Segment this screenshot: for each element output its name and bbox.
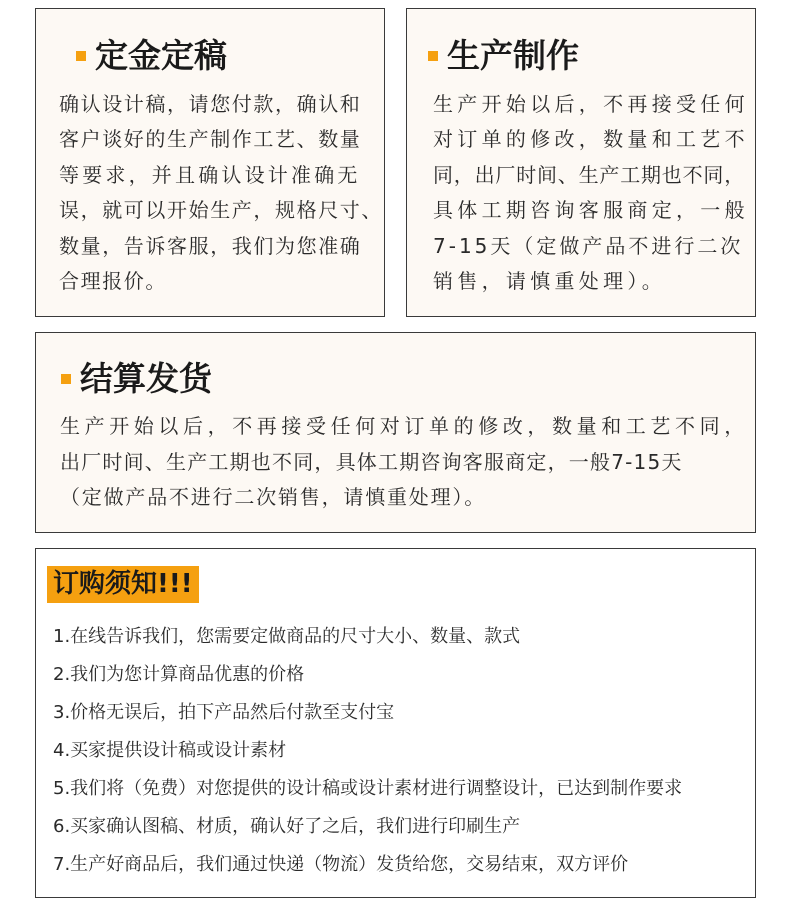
production-card: [406, 8, 756, 317]
text-line: 误，就可以开始生产，规格尺寸、: [59, 198, 383, 223]
text-line: 数量，告诉客服，我们为您准确: [59, 233, 362, 258]
list-item: 1.在线告诉我们，您需要定做商品的尺寸大小、数量、款式: [53, 626, 521, 647]
list-item: 4.买家提供设计稿或设计素材: [53, 740, 287, 761]
text-line: 生产开始以后，不再接受任何对订单的修改，数量和工艺不同，: [60, 414, 749, 438]
text-line: （定做产品不进行二次销售，请慎重处理）。: [60, 485, 486, 509]
settlement-title-row: [61, 359, 212, 398]
text-line: 合理报价。: [59, 269, 167, 294]
deposit-title-row: [76, 36, 227, 75]
text-line: 确认设计稿，请您付款，确认和: [59, 92, 362, 116]
text-line: 具体工期咨询客服商定，一般: [433, 198, 749, 223]
text-line: 出厂时间、生产工期也不同，具体工期咨询客服商定，一般7-15天: [60, 449, 683, 474]
text-line: 等要求，并且确认设计准确无: [59, 162, 361, 187]
text-line: 客户谈好的生产制作工艺、数量: [59, 127, 362, 152]
text-line: 销售，请慎重处理）。: [433, 269, 666, 294]
production-title-row: [428, 36, 579, 75]
notice-list: [53, 618, 682, 884]
text-line: 7-15天（定做产品不进行二次: [433, 233, 744, 258]
text-line: 对订单的修改，数量和工艺不: [433, 127, 749, 152]
deposit-text: [59, 87, 383, 299]
notice-card: [35, 548, 756, 898]
deposit-card: [35, 8, 385, 317]
list-item: 5.我们将（免费）对您提供的设计稿或设计素材进行调整设计，已达到制作要求: [53, 778, 683, 799]
bullet-square-icon: [61, 374, 71, 384]
list-item: 3.价格无误后，拍下产品然后付款至支付宝: [53, 702, 395, 723]
settlement-text: [60, 409, 749, 516]
bullet-square-icon: [428, 51, 438, 61]
bullet-square-icon: [76, 51, 86, 61]
text-line: 生产开始以后，不再接受任何: [433, 92, 749, 116]
production-title: 生产制作: [447, 36, 579, 75]
production-text: [433, 87, 749, 299]
list-item: 6.买家确认图稿、材质，确认好了之后，我们进行印刷生产: [53, 816, 521, 837]
notice-title: 订购须知!!!: [47, 566, 199, 603]
text-line: 同，出厂时间、生产工期也不同，: [433, 162, 745, 187]
settlement-title: 结算发货: [80, 359, 212, 398]
settlement-card: [35, 332, 756, 533]
list-item: 7.生产好商品后，我们通过快递（物流）发货给您，交易结束，双方评价: [53, 854, 629, 875]
deposit-title: 定金定稿: [95, 36, 227, 75]
list-item: 2.我们为您计算商品优惠的价格: [53, 664, 305, 685]
